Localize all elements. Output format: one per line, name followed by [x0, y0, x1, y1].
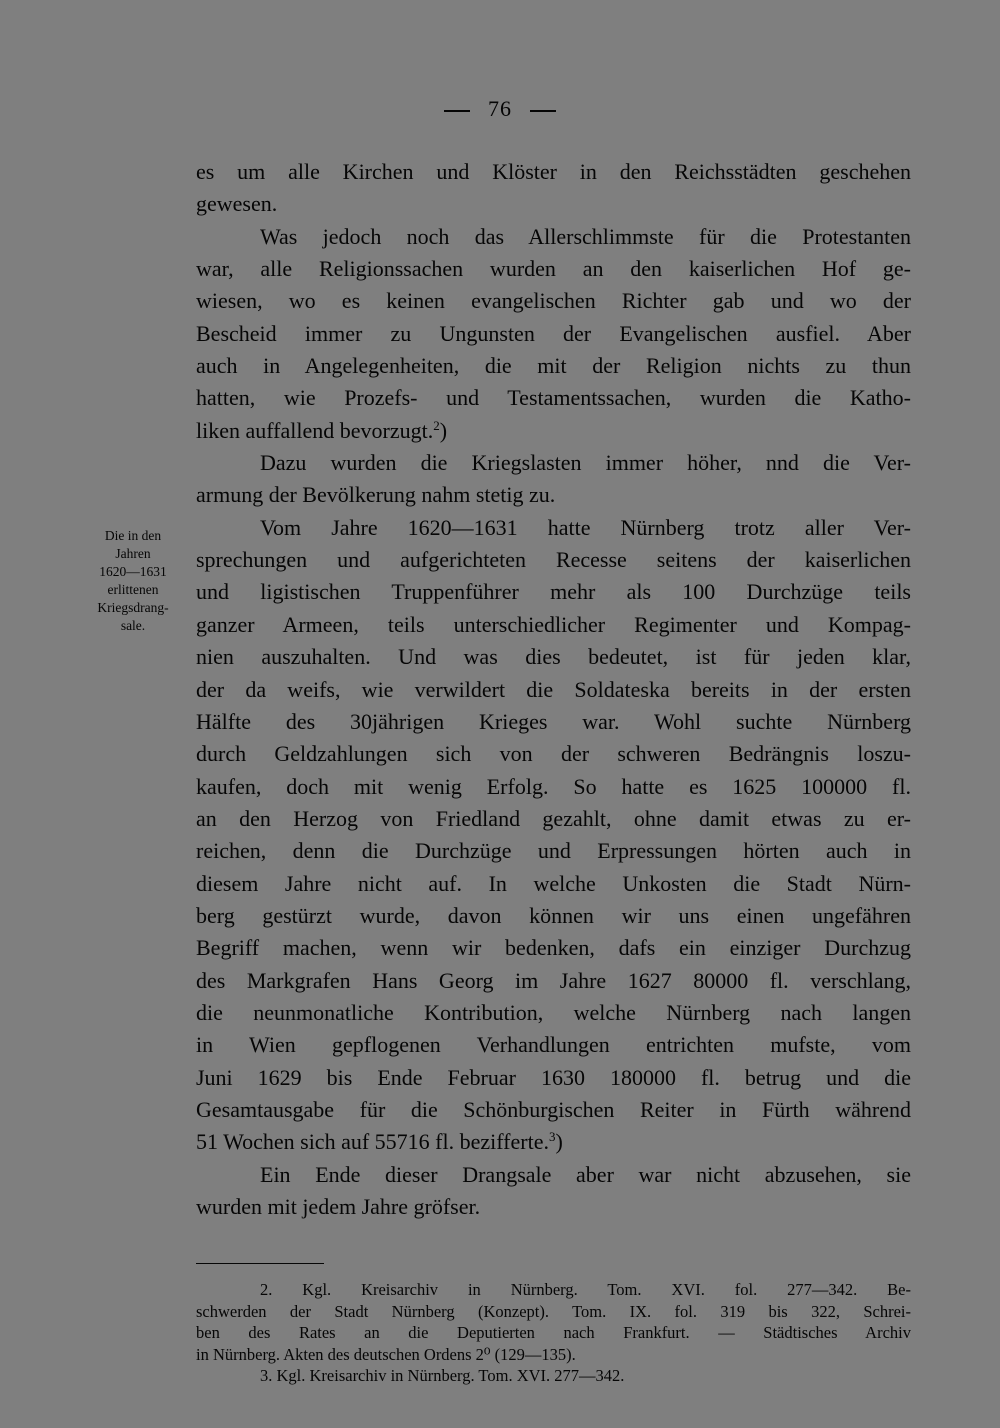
page-number-dash-right: [530, 110, 556, 112]
text-line: Was jedoch noch das Allerschlimmste für die Protestanten: [260, 223, 911, 249]
footnote-line: schwerden der Stadt Nürnberg (Konzept). Tom. IX. fol. 319 bis 322, Schrei-: [196, 1301, 911, 1321]
footnote-line: in Nürnberg. Akten des deutschen Ordens 2⁰ (129—135).: [196, 1344, 576, 1364]
text-line: und ligistischen Truppenführer mehr als 100 Durchzüge teils: [196, 579, 911, 605]
text-line: hatten, wie Prozefs- und Testamentssachen, wurden die Katho-: [196, 385, 911, 411]
text-line: auch in Angelegenheiten, die mit der Religion nichts zu thun: [196, 353, 911, 379]
margin-note: [82, 527, 184, 635]
text-line: [196, 415, 911, 447]
text-line: war, alle Religionssachen wurden an den kaiserlichen Hof ge-: [196, 256, 911, 282]
text-line-content: 51 Wochen sich auf 55716 fl. bezifferte.: [196, 1129, 549, 1155]
footnote-line: ben des Rates an die Deputierten nach Frankfurt. — Städtisches Archiv: [196, 1323, 911, 1342]
text-line: Begriff machen, wenn wir bedenken, dafs ein einziger Durchzug: [196, 935, 911, 961]
text-line: wurden mit jedem Jahre gröfser.: [196, 1194, 481, 1219]
footnote-line: 3. Kgl. Kreisarchiv in Nürnberg. Tom. XVI. 277—342.: [260, 1366, 625, 1385]
text-line: berg gestürzt wurde, davon können wir uns einen ungefähren: [196, 902, 911, 928]
text-line: sprechungen und aufgerichteten Recesse seitens der kaiserlichen: [196, 547, 911, 573]
text-line: Ein Ende dieser Drangsale aber war nicht abzusehen, sie: [260, 1161, 911, 1187]
body-text: [196, 156, 911, 1223]
margin-note-line: sale.: [120, 618, 146, 633]
text-line: nien auszuhalten. Und was dies bedeutet, ist für jeden klar,: [196, 644, 911, 670]
text-line: kaufen, doch mit wenig Erfolg. So hatte es 1625 100000 fl.: [196, 773, 911, 799]
footnote-divider: [196, 1263, 324, 1264]
footnote-ref[interactable]: 2: [433, 417, 440, 433]
text-line: Vom Jahre 1620—1631 hatte Nürnberg trotz aller Ver-: [260, 514, 911, 540]
text-line: des Markgrafen Hans Georg im Jahre 1627 80000 fl. verschlang,: [196, 967, 911, 993]
text-line: Hälfte des 30jährigen Krieges war. Wohl suchte Nürnberg: [196, 708, 911, 734]
margin-note-line: Die in den: [104, 528, 162, 543]
footnote-ref[interactable]: 3: [548, 1129, 556, 1145]
footnote-line: 2. Kgl. Kreisarchiv in Nürnberg. Tom. XVI. fol. 277—342. Be-: [260, 1280, 911, 1299]
margin-note-line: Kriegsdrang-: [97, 600, 169, 615]
text-line: diesem Jahre nicht auf. In welche Unkosten die Stadt Nürn-: [196, 870, 911, 896]
footnotes: [196, 1279, 911, 1387]
page-number-value: 76: [488, 96, 512, 121]
text-line: gewesen.: [196, 191, 278, 217]
text-line: wiesen, wo es keinen evangelischen Richter gab und wo der: [196, 288, 911, 314]
page-number: [0, 96, 1000, 122]
text-line: Dazu wurden die Kriegslasten immer höher, nnd die Ver-: [260, 450, 911, 476]
text-line-content: liken auffallend bevorzugt.: [196, 417, 434, 443]
text-line: es um alle Kirchen und Klöster in den Reichsstädten geschehen: [196, 159, 911, 184]
text-line: reichen, denn die Durchzüge und Erpressungen hörten auch in: [196, 838, 911, 864]
text-line: ganzer Armeen, teils unterschiedlicher Regimenter und Kompag-: [196, 611, 911, 637]
text-line: Juni 1629 bis Ende Februar 1630 180000 fl. betrug und die: [196, 1064, 911, 1090]
text-line: Bescheid immer zu Ungunsten der Evangelischen ausfiel. Aber: [196, 320, 911, 346]
text-line: Gesamtausgabe für die Schönburgischen Reiter in Fürth während: [196, 1096, 911, 1122]
text-line: [196, 1126, 911, 1158]
margin-note-line: Jahren: [115, 546, 151, 561]
text-line: an den Herzog von Friedland gezahlt, ohne damit etwas zu er-: [196, 805, 911, 831]
text-line: armung der Bevölkerung nahm stetig zu.: [196, 482, 556, 508]
page-number-dash-left: [444, 110, 470, 112]
footnote-ref-paren: ): [555, 1129, 563, 1155]
footnote-ref-paren: ): [439, 417, 448, 443]
text-line: in Wien gepflogenen Verhandlungen entrichten mufste, vom: [196, 1032, 911, 1058]
margin-note-line: erlittenen: [107, 582, 159, 597]
text-line: der da weifs, wie verwildert die Soldateska bereits in der ersten: [196, 676, 911, 702]
text-line: durch Geldzahlungen sich von der schweren Bedrängnis loszu-: [196, 741, 911, 767]
text-line: die neunmonatliche Kontribution, welche Nürnberg nach langen: [196, 999, 911, 1025]
margin-note-line: 1620—1631: [99, 564, 167, 579]
